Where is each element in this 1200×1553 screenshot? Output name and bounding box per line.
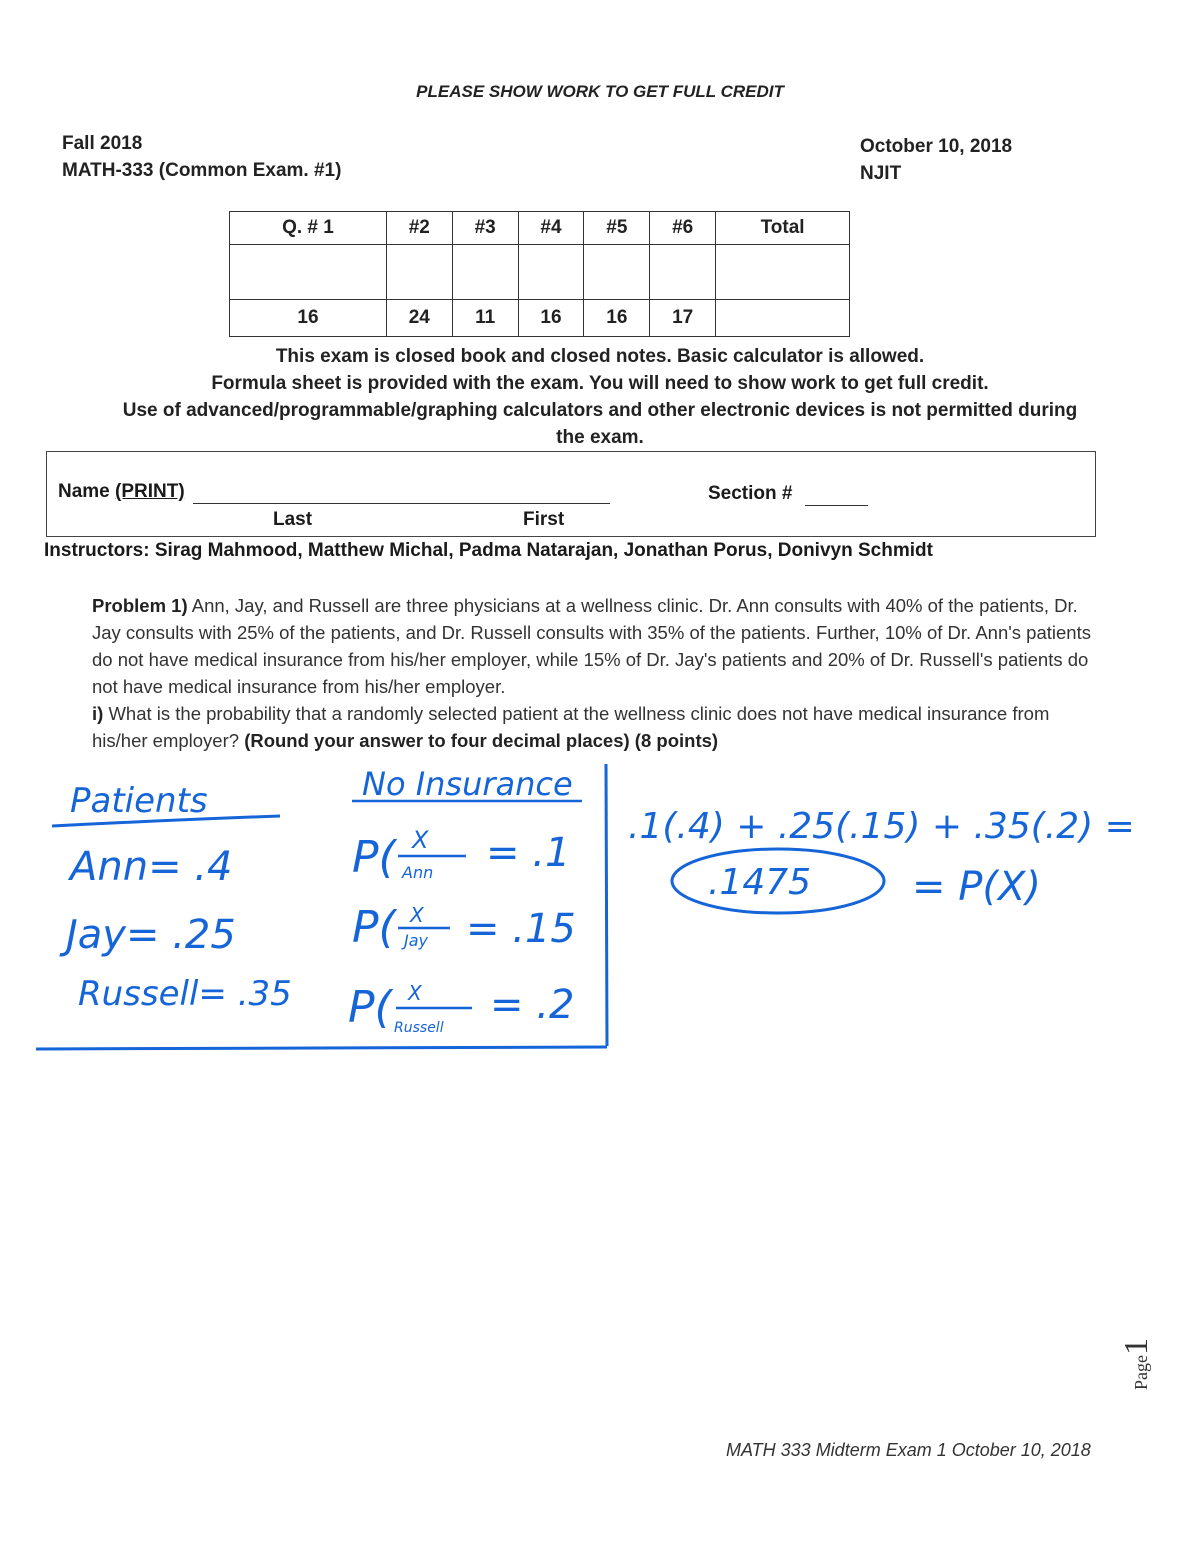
box-bottom-line <box>36 1047 607 1049</box>
score-header-cell: #4 <box>518 212 584 245</box>
footer: MATH 333 Midterm Exam 1 October 10, 2018 <box>726 1440 1091 1460</box>
hw-answer: .1475 <box>708 862 812 903</box>
hw-p-rus-num: X <box>408 981 422 1005</box>
points-cell: 16 <box>230 300 387 337</box>
points-cell: 17 <box>650 300 716 337</box>
hw-p-jay-val: = .15 <box>466 906 576 952</box>
hw-p-ann-num: X <box>412 826 429 854</box>
rule-line: the exam. <box>556 427 644 448</box>
hw-answer-label: = P(X) <box>912 864 1041 910</box>
points-cell: 16 <box>518 300 584 337</box>
hw-col1-title: Patients <box>70 781 208 821</box>
hw-p-ann-den: Ann <box>402 863 434 882</box>
course: MATH-333 (Common Exam. #1) <box>62 160 342 181</box>
hw-p-rus-den: Russell <box>394 1020 444 1036</box>
score-header-cell: #5 <box>584 212 650 245</box>
name-prefix: Name <box>58 481 116 502</box>
part-instructions: (Round your answer to four decimal places) (8 points) <box>244 730 719 751</box>
rule-line: Formula sheet is provided with the exam. You will need to show work to get full credit. <box>211 373 989 394</box>
school: NJIT <box>860 163 902 184</box>
hw-p-letter: P( <box>352 902 396 953</box>
page-digit: 1 <box>1118 1338 1155 1355</box>
last-name-caption: Last <box>273 509 313 530</box>
points-cell: 11 <box>452 300 518 337</box>
hw-p-letter: P( <box>348 982 392 1033</box>
score-header-cell: Total <box>716 212 850 245</box>
score-header-cell: #3 <box>452 212 518 245</box>
term: Fall 2018 <box>62 133 143 154</box>
hw-ann: Ann= .4 <box>70 844 233 890</box>
first-name-caption: First <box>523 509 565 530</box>
hw-equation: .1(.4) + .25(.15) + .35(.2) = <box>628 806 1135 847</box>
hw-jay: Jay= .25 <box>66 912 236 958</box>
exam-banner: PLEASE SHOW WORK TO GET FULL CREDIT <box>416 82 784 101</box>
hw-p-jay-den: Jay <box>404 931 428 950</box>
score-header-cell: #2 <box>386 212 452 245</box>
points-cell: 24 <box>386 300 452 337</box>
section-label: Section # <box>708 483 793 504</box>
box-right-line <box>606 764 607 1046</box>
instructors: Instructors: Sirag Mahmood, Matthew Michal, Padma Natarajan, Jonathan Porus, Donivyn Schmidt <box>44 540 933 561</box>
hw-russell: Russell= .35 <box>78 974 292 1014</box>
points-cell: 16 <box>584 300 650 337</box>
hw-p-ann-val: = .1 <box>486 830 571 876</box>
problem-text: Ann, Jay, and Russell are three physicians at a wellness clinic. Dr. Ann consults with 40% of the patients, Dr. Jay consults with 25% of the patients, and Dr. Russell consults with 35% of the patients. Further, 10% of Dr. Ann's patients do not have medical insurance from his/her employer, while 15% of Dr. Jay's patients and 20% of Dr. Russell's patients do not have medical insurance from his/her employer. <box>92 595 1091 697</box>
hw-p-rus-val: = .2 <box>490 982 575 1028</box>
exam-date: October 10, 2018 <box>860 136 1013 157</box>
hw-col2-title: No Insurance <box>362 765 573 803</box>
rule-line: This exam is closed book and closed notes. Basic calculator is allowed. <box>275 346 925 367</box>
name-print: (PRINT) <box>115 481 185 502</box>
hw-p-letter: P( <box>352 832 396 883</box>
score-header-cell: Q. # 1 <box>230 212 387 245</box>
page-number <box>1118 1338 1156 1390</box>
part-text: What is the probability that a randomly selected patient at the wellness clinic does not have medical insurance from his/her employer? <box>92 703 1050 751</box>
problem-label: Problem 1) <box>92 595 188 616</box>
hw-p-jay-num: X <box>410 903 424 927</box>
rule-line: Use of advanced/programmable/graphing calculators and other electronic devices is not permitted during <box>122 400 1078 421</box>
part-label: i) <box>92 703 104 724</box>
page-word: Page <box>1131 1355 1151 1390</box>
score-header-cell: #6 <box>650 212 716 245</box>
